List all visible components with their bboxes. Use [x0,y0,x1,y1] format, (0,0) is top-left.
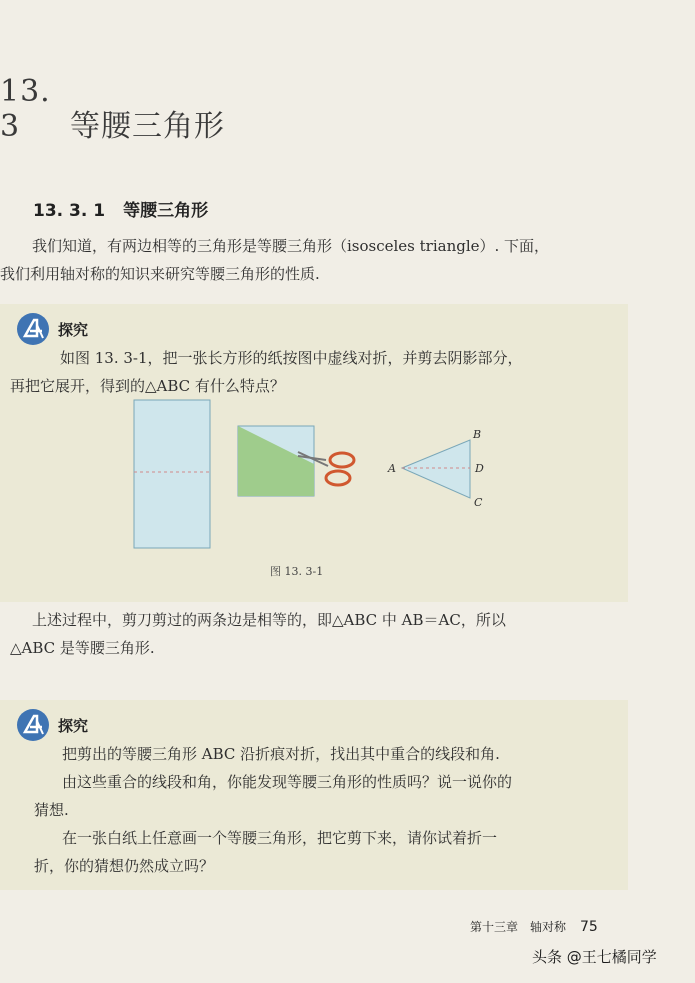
explore-2-line-3: 猜想. [34,801,69,819]
triangle-abc [387,428,484,509]
figure-13-3-1 [120,394,500,554]
label-d: D [475,462,484,475]
explore-header-2 [16,708,88,742]
subsection-title-text: 等腰三角形 [123,201,209,221]
explore-label-2: 探究 [58,716,89,735]
explore-2-line-4: 在一张白纸上任意画一个等腰三角形，把它剪下来，请你试着折一 [62,829,498,847]
page-number: 75 [580,919,598,935]
explore-box-2 [0,700,628,890]
conclusion-paragraph [10,606,640,662]
explore-icon [16,708,50,742]
explore-1-text [10,344,620,400]
conclusion-line-1: 上述过程中，剪刀剪过的两条边是相等的，即△ABC 中 AB＝AC，所以 [32,611,506,629]
section-number: 13. 3 [0,74,51,144]
explore-label-1: 探究 [58,320,89,339]
folded-paper [238,426,314,496]
explore-2-line-1: 把剪出的等腰三角形 ABC 沿折痕对折，找出其中重合的线段和角. [62,745,500,763]
intro-line-2: 我们利用轴对称的知识来研究等腰三角形的性质. [0,265,320,283]
figure-caption: 图 13. 3-1 [270,565,324,578]
explore-1-line-2: 再把它展开，得到的△ABC 有什么特点？ [10,377,285,395]
intro-paragraph [0,232,640,288]
explore-icon [16,312,50,346]
label-b: B [473,428,482,441]
subsection-title [33,196,208,221]
section-title-text: 等腰三角形 [70,109,225,144]
conclusion-line-2: △ABC 是等腰三角形. [10,639,155,657]
page-footer [470,918,598,935]
paper-rectangle [134,400,210,548]
explore-2-text [34,740,624,880]
chapter-label: 第十三章 轴对称 [470,920,567,934]
explore-1-line-1: 如图 13. 3-1，把一张长方形的纸按图中虚线对折，并剪去阴影部分， [60,349,523,367]
explore-2-line-5: 折，你的猜想仍然成立吗？ [34,857,215,875]
watermark: 头条 @王七橘同学 [532,948,657,966]
intro-line-1: 我们知道，有两边相等的三角形是等腰三角形（isosceles triangle）. 下面， [32,237,550,255]
subsection-number: 13. 3. 1 [33,201,106,221]
section-title [0,74,225,145]
label-a: A [388,462,396,475]
label-c: C [474,496,483,509]
explore-box-1 [0,304,628,602]
explore-header-1 [16,312,88,346]
explore-2-line-2: 由这些重合的线段和角，你能发现等腰三角形的性质吗？说一说你的 [62,773,513,791]
